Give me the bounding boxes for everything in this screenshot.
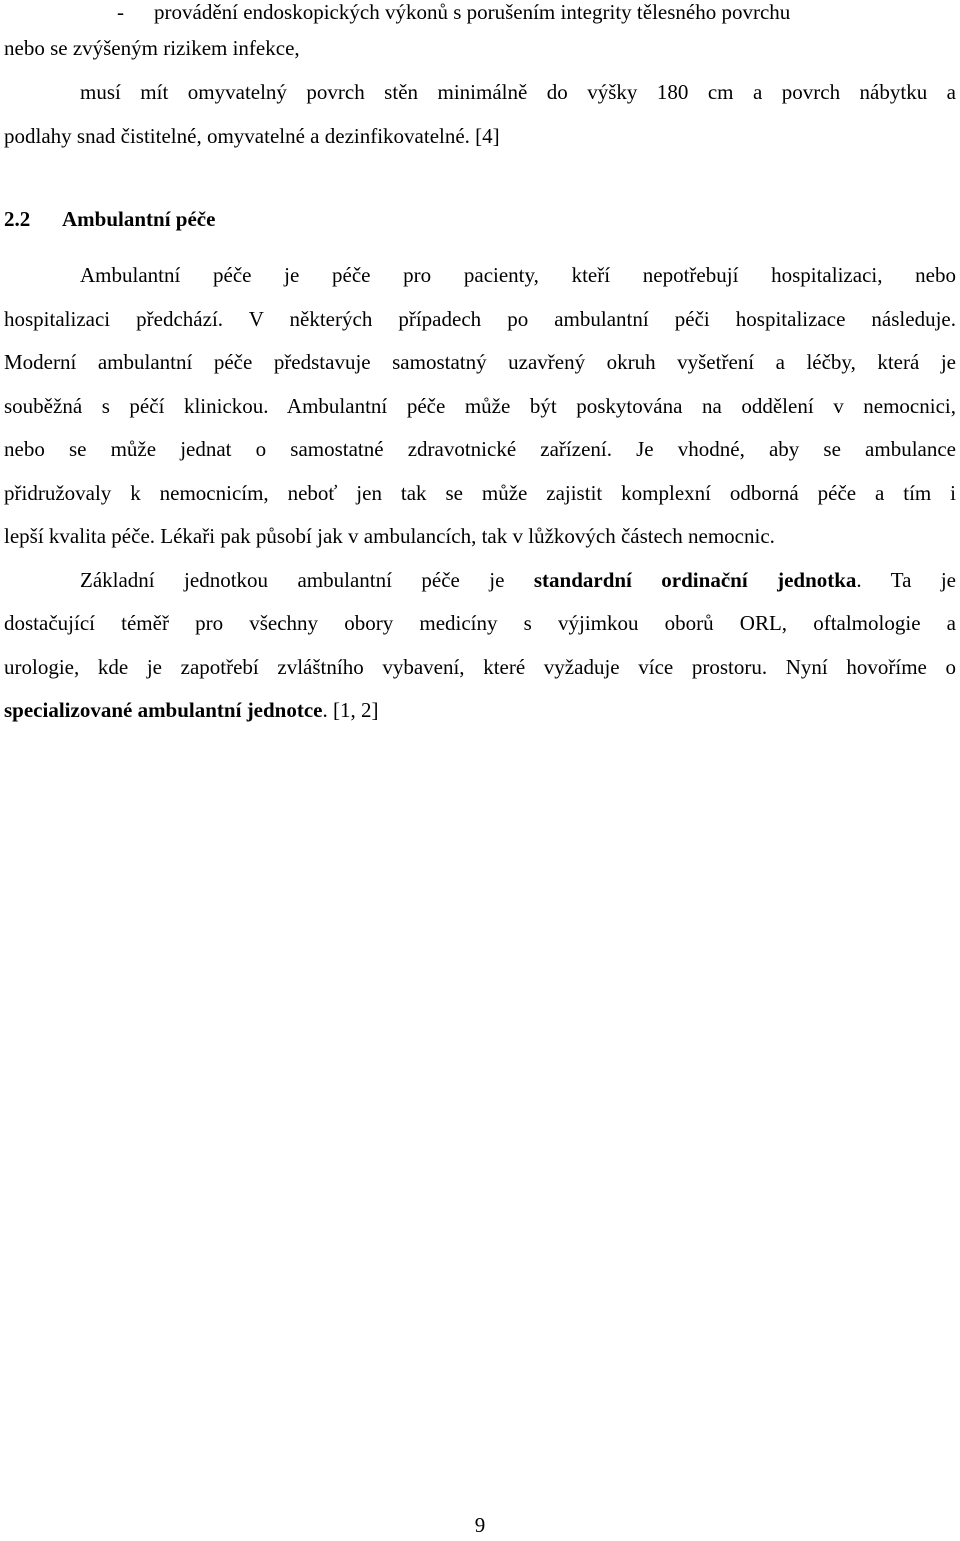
paragraph-1-line: Moderní ambulantní péče představuje samostatný uzavřený okruh vyšetření a léčby, která je [4, 350, 956, 374]
section-title: Ambulantní péče [62, 207, 216, 231]
paragraph-2-line-3: urologie, kde je zapotřebí zvláštního vybavení, které vyžaduje více prostoru. Nyní hovoříme o [4, 654, 956, 679]
paragraph-2-text: . [1, 2] [322, 698, 379, 722]
paragraph-2-bold-term: standardní ordinační jednotka [533, 567, 857, 592]
paragraph-2-text: Základní jednotkou ambulantní péče je [80, 567, 534, 592]
page-number: 9 [474, 1513, 486, 1537]
paragraph-2-line-4 [4, 689, 956, 733]
paragraph-1-line: Ambulantní péče je péče pro pacienty, kteří nepotřebují hospitalizaci, nebo [80, 263, 956, 287]
intro-line-2: podlahy snad čistitelné, omyvatelné a dezinfikovatelné. [4] [4, 124, 500, 148]
paragraph-1-line: nebo se může jednat o samostatné zdravotnické zařízení. Je vhodné, aby se ambulance [4, 437, 956, 461]
paragraph-1-line: souběžná s péčí klinickou. Ambulantní péče může být poskytována na oddělení v nemocnici, [4, 393, 956, 418]
paragraph-1-line: lepší kvalita péče. Lékaři pak působí jak v ambulancích, tak v lůžkových částech nemocnic. [4, 524, 775, 548]
paragraph-2-line-1 [4, 559, 956, 603]
bullet-dash: - [117, 0, 124, 24]
paragraph-2-bold-term: specializované ambulantní jednotce [4, 698, 323, 722]
paragraph-1-line: hospitalizaci předchází. V některých případech po ambulantní péči hospitalizace následuje. [4, 306, 956, 331]
bullet-text-line-2: nebo se zvýšeným rizikem infekce, [4, 36, 300, 60]
paragraph-2 [4, 559, 956, 733]
paragraph-2-line-2: dostačující téměř pro všechny obory medicíny s výjimkou oborů ORL, oftalmologie a [4, 611, 956, 635]
bullet-item [4, 0, 956, 26]
section-heading [4, 184, 956, 254]
document-page [4, 0, 956, 733]
intro-line-1: musí mít omyvatelný povrch stěn minimálně do výšky 180 cm a povrch nábytku a [80, 80, 956, 104]
paragraph-2-text: . Ta je [856, 567, 956, 592]
paragraph-1-line: přidružovaly k nemocnicím, neboť jen tak se může zajistit komplexní odborná péče a tím i [4, 480, 956, 505]
bullet-text-line-1: provádění endoskopických výkonů s porušením integrity tělesného povrchu [154, 0, 791, 24]
section-number: 2.2 [4, 207, 31, 231]
paragraph-1 [4, 254, 956, 559]
